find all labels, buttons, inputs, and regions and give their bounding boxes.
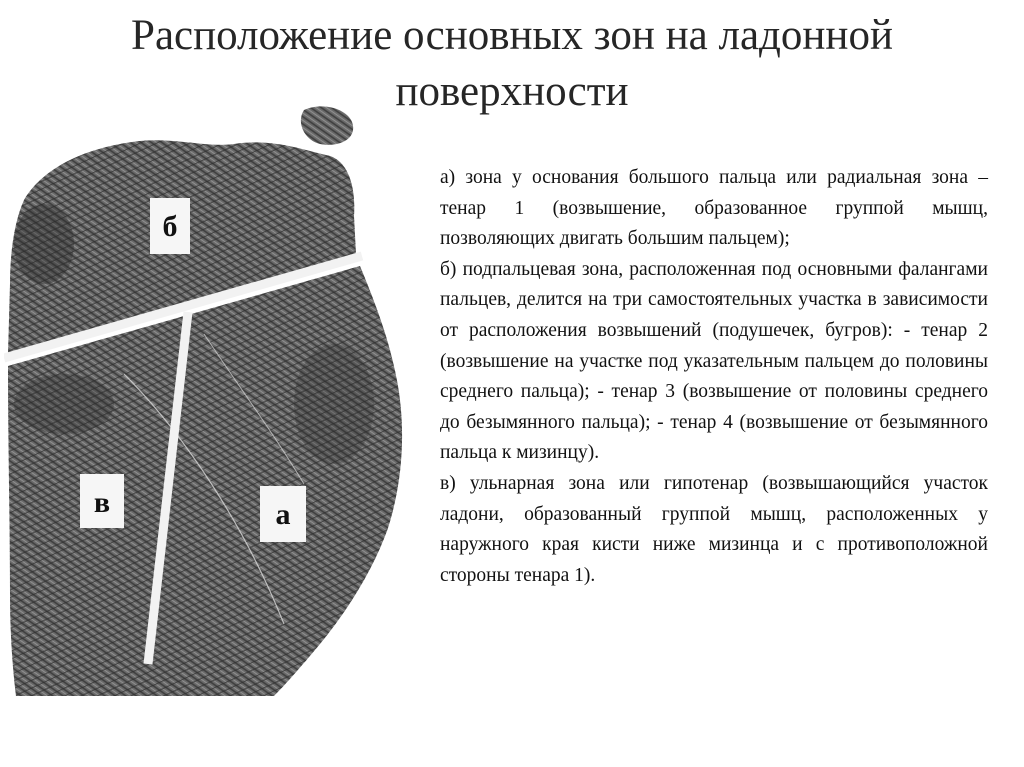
palm-zone-label-v: в [93,486,111,519]
zone-description [440,163,988,591]
zone-b-description: б) подпальцевая зона, расположенная под основными фалангами пальцев, делится на три самостоятельных участка в зависимости от расположения возвышений (подушечек, бугров): - тенар 2 (возвышение на участке под указательным пальцем до половины среднего пальца); - тенар 3 (возвышение от половины среднего до безымянного пальца); - тенар 4 (возвышение от безымянного пальца к мизинцу). [440,258,988,464]
zone-a-description: а) зона у основания большого пальца или радиальная зона – тенар 1 (возвышение, образованное группой мышц, позволяющих двигать большим пальцем); [440,167,988,250]
slide-title-line-1: Расположение основных зон на ладонной [131,12,893,59]
palm-zone-label-a: а [275,498,291,531]
palm-print-image [4,104,408,696]
zone-v-description: в) ульнарная зона или гипотенар (возвышающийся участок ладони, образованный группой мышц, расположенных у наружного края кисти ниже мизинца и с противоположной стороны тенара 1). [440,472,988,586]
slide-title-line-2: поверхности [395,68,629,115]
palm-zone-label-b: б [162,210,178,243]
